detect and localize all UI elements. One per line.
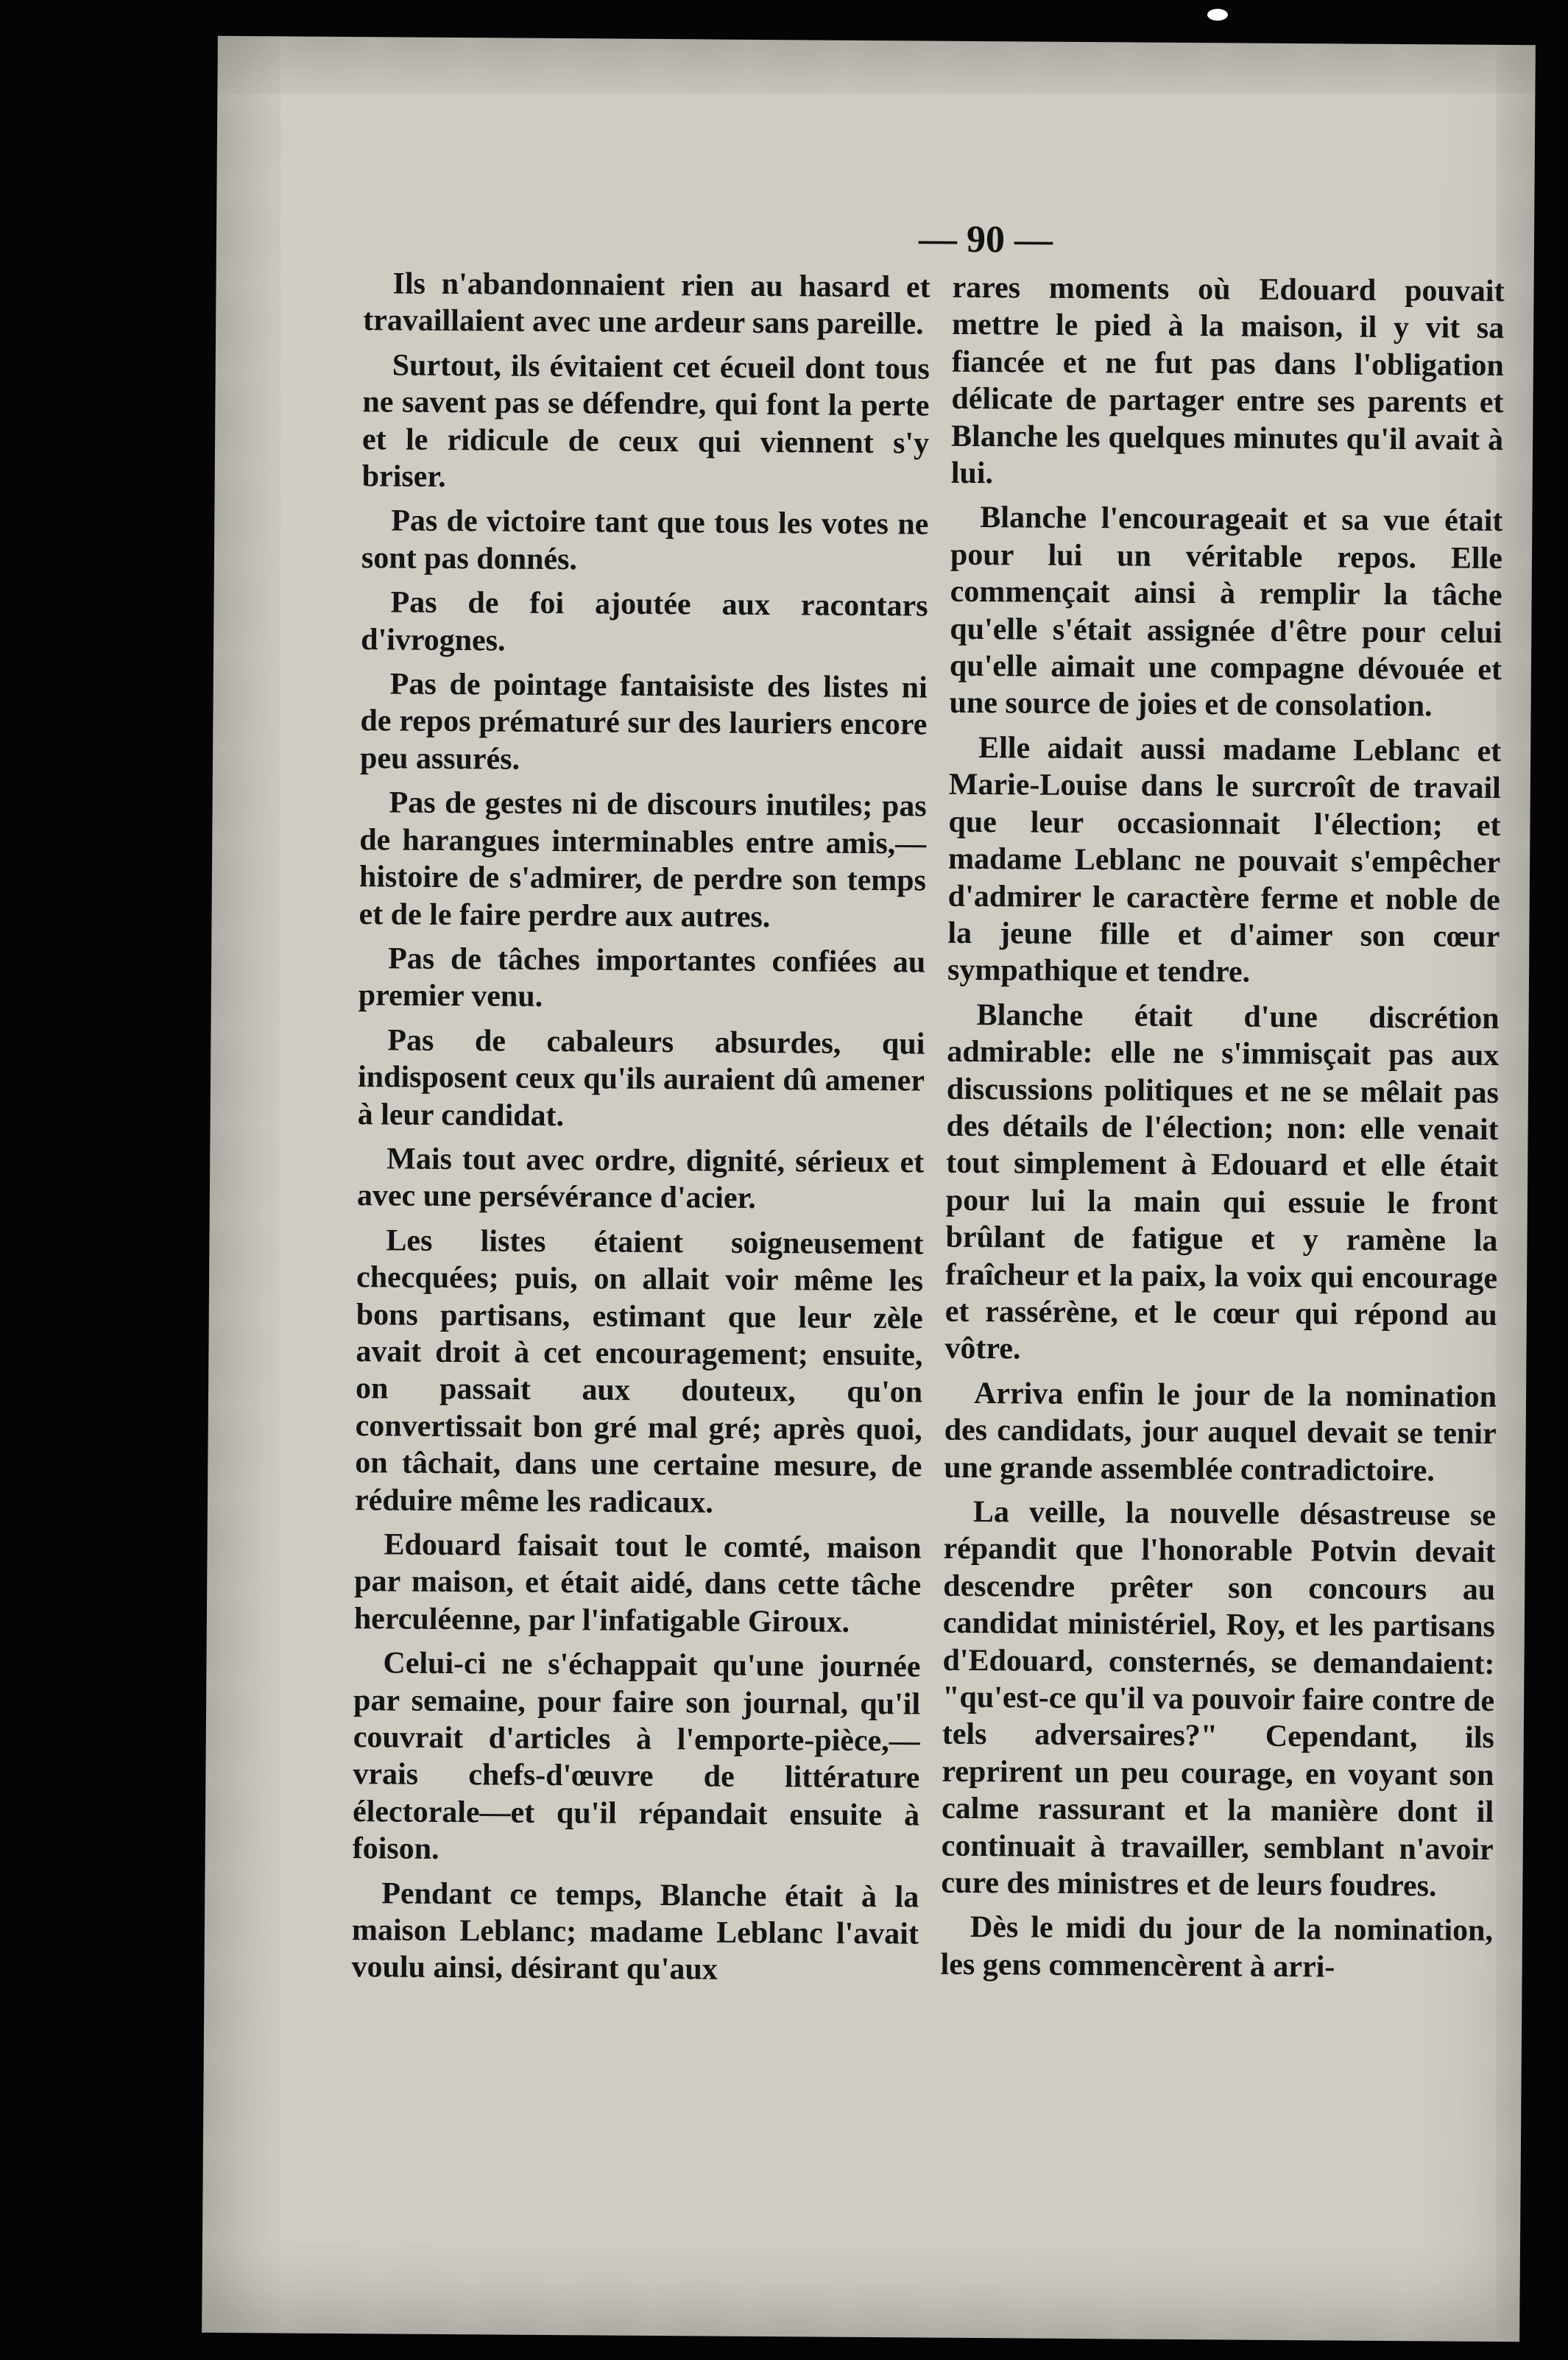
- right-column: [940, 269, 1504, 1994]
- paragraph: Pas de cabaleurs absurdes, qui indisposent ceux qu'ils auraient dû amener à leur candidat.: [357, 1023, 925, 1133]
- paragraph: rares moments où Edouard pouvait mettre le pied à la maison, il y vit sa fiancée et ne fut pas dans l'obligation délicate de partager entre ses parents et Blanche les quelques minutes qu'il avait à lui.: [950, 270, 1505, 491]
- paragraph: Blanche l'encourageait et sa vue était pour lui un véritable repos. Elle commençait ainsi à remplir la tâche qu'elle s'était assignée d'être pour celui qu'elle aimait une compagne dévouée et une source de joies et de consolation.: [949, 501, 1503, 724]
- paragraph: Les listes étaient soigneusement checquées; puis, on allait voir même les bons partisans, estimant que leur zèle avait droit à cet encouragement; ensuite, on passait aux douteux, qu'on convertissait bon gré mal gré; après quoi, on tâchait, dans une certaine mesure, de réduire même les radicaux.: [354, 1223, 924, 1520]
- paragraph: Blanche était d'une discrétion admirable: elle ne s'immisçait pas aux discussions politiques et ne se mêlait pas des détails de l'élection; non: elle venait tout simplement à Edouard et elle était pour lui la main qui essuie le front brûlant de fatigue et y ramène la fraîcheur et la paix, la voix qui encourage et rassérène, et le cœur qui répond au vôtre.: [944, 997, 1500, 1366]
- paragraph: Pendant ce temps, Blanche était à la maison Leblanc; madame Leblanc l'avait voulu ainsi, désirant qu'aux: [351, 1876, 919, 1988]
- book-page: [202, 36, 1536, 2342]
- paragraph: Ils n'abandonnaient rien au hasard et travaillaient avec une ardeur sans pareille.: [363, 266, 930, 342]
- paragraph: Arriva enfin le jour de la nomination des candidats, jour auquel devait se tenir une grande assemblée contradictoire.: [944, 1376, 1497, 1488]
- page-number: — 90 —: [918, 218, 1053, 261]
- paragraph: Pas de tâches importantes confiées au premier venu.: [358, 941, 926, 1014]
- paragraph: Pas de victoire tant que tous les votes ne sont pas donnés.: [361, 504, 929, 577]
- left-column: [351, 265, 930, 1997]
- paragraph: Pas de pointage fantaisiste des listes ni de repos prématuré sur des lauriers encore peu assurés.: [359, 667, 928, 777]
- paragraph: Pas de gestes ni de discours inutiles; pas de harangues interminables entre amis,—histoire de s'admirer, de perdre son temps et de le faire perdre aux autres.: [359, 785, 927, 934]
- paragraph: Celui-ci ne s'échappait qu'une journée par semaine, pour faire son journal, qu'il couvrait d'articles à l'emporte-pièce,—vrais chefs-d'œuvre de littérature électorale—et qu'il répandait ensuite à foison.: [352, 1646, 921, 1867]
- paragraph: Edouard faisait tout le comté, maison par maison, et était aidé, dans cette tâche herculéenne, par l'infatigable Giroux.: [353, 1527, 922, 1639]
- paragraph: Mais tout avec ordre, dignité, sérieux et avec une persévérance d'acier.: [356, 1142, 925, 1216]
- paragraph: Dès le midi du jour de la nomination, les gens commencèrent à arri-: [940, 1910, 1494, 1985]
- paragraph: Elle aidait aussi madame Leblanc et Marie-Louise dans le surcroît de travail que leur occasionnait l'élection; et madame Leblanc ne pouvait s'empêcher d'admirer le caractère ferme et noble de la jeune fille et d'aimer son cœur sympathique et tendre.: [947, 730, 1502, 989]
- paragraph: La veille, la nouvelle désastreuse se répandit que l'honorable Potvin devait descendre prêter son concours au candidat ministériel, Roy, et les partisans d'Edouard, consternés, se demandaient: "qu'est-ce qu'il va pouvoir faire contre de tels adversaires?" Cependant, ils reprirent un peu courage, en voyant son calme rassurant et la manière dont il continuait à travailler, semblant n'avoir cure des ministres et de leurs foudres.: [941, 1495, 1497, 1904]
- film-speck: [1207, 9, 1228, 21]
- paragraph: Pas de foi ajoutée aux racontars d'ivrognes.: [361, 585, 928, 658]
- paragraph: Surtout, ils évitaient cet écueil dont tous ne savent pas se défendre, qui font la perte et le ridicule de ceux qui viennent s'y briser.: [361, 348, 930, 494]
